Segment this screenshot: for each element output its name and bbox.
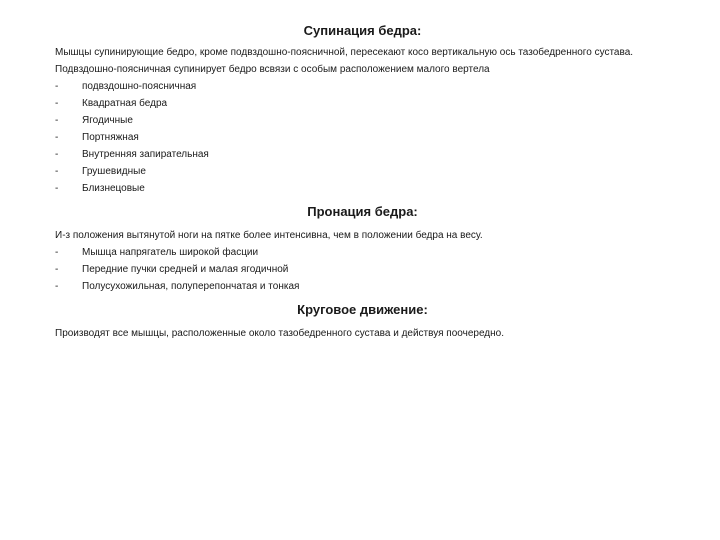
list-item-text: Грушевидные [82, 166, 146, 177]
list-item [55, 78, 670, 95]
list-item [55, 95, 670, 112]
list-item-text: Мышца напрягатель широкой фасции [82, 247, 259, 258]
list-item-text: подвздошно-поясничная [82, 81, 197, 92]
list-item-text: Внутренняя запирательная [82, 149, 209, 160]
paragraph-circular-motion: Производят все мышцы, расположенные около тазобедренного сустава и действуя поочередно. [55, 328, 504, 339]
list-dash: - [55, 132, 59, 143]
list-item-text: Близнецовые [82, 183, 145, 194]
paragraph-supination: Мышцы супинирующие бедро, кроме подвздошно-поясничной, пересекают косо вертикальную ось тазобедренного сустава. Подвздошно-поясничная супинирует бедро всвязи с особым расположением малого вертела [55, 47, 634, 75]
list-dash: - [55, 115, 59, 126]
list-item [55, 146, 670, 163]
section-pronation [55, 203, 670, 295]
list-dash: - [55, 149, 59, 160]
list-supination [55, 78, 670, 197]
list-dash: - [55, 247, 59, 258]
list-item [55, 180, 670, 197]
heading-supination: Супинация бедра: [303, 23, 422, 38]
heading-circular-motion: Круговое движение: [297, 302, 428, 317]
list-dash: - [55, 98, 59, 109]
section-circular-motion [55, 301, 670, 342]
list-item-text: Ягодичные [82, 115, 133, 126]
list-item [55, 112, 670, 129]
list-item [55, 129, 670, 146]
heading-pronation: Пронация бедра: [307, 204, 418, 219]
list-dash: - [55, 264, 59, 275]
section-supination [55, 22, 670, 197]
list-dash: - [55, 281, 59, 292]
list-item [55, 278, 670, 295]
list-item-text: Портняжная [82, 132, 139, 143]
paragraph-pronation: И-з положения вытянутой ноги на пятке более интенсивна, чем в положении бедра на весу. [55, 230, 483, 241]
list-item [55, 163, 670, 180]
list-dash: - [55, 81, 59, 92]
list-item [55, 261, 670, 278]
list-item-text: Полусухожильная, полуперепончатая и тонкая [82, 281, 300, 292]
list-dash: - [55, 183, 59, 194]
list-pronation [55, 244, 670, 295]
list-dash: - [55, 166, 59, 177]
list-item-text: Передние пучки средней и малая ягодичной [82, 264, 289, 275]
document-page [55, 22, 670, 342]
list-item [55, 244, 670, 261]
list-item-text: Квадратная бедра [82, 98, 168, 109]
